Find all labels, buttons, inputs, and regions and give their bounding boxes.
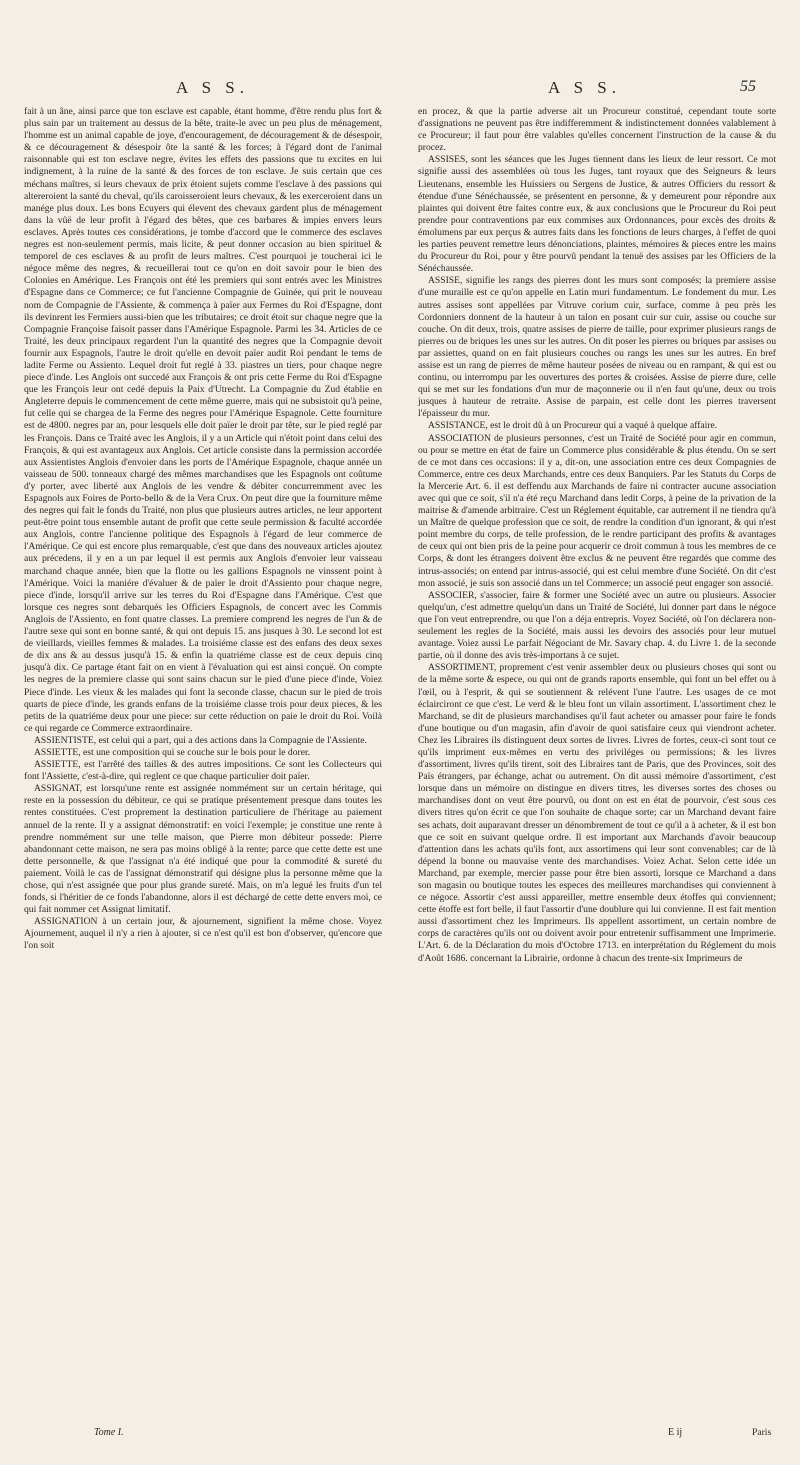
entry-assises: ASSISES, sont les séances que les Juges tiennent dans les lieux de leur ressort. Ce mot signifie aussi des assemblées où tous les Juges, tant royaux que des Seigneurs & leurs Lieutenans, ensemble les Huissiers ou Sergens de Justice, & autres Officiers du ressort & étendue d'une Sénéchaussée, se présentent en personne, & y demeurent pour répondre aux plaintes qui doivent être faites contre eux, & aux conclusions que le Procureur du Roi peut prendre pour contraventions par eux commises aux Ordonnances, pour excès des droits & émolumens par eux perçus & autres faits dans les fonctions de leurs charges, à l'effet de quoi les parties peuvent remettre leurs dénonciations, plaintes, mémoires & pieces entre les mains du Procureur du Roi, pour y être pourvû pendant la tenuë des assises par les Officiers de la Sénéchaussée. bbox=[418, 154, 776, 275]
entry-assise: ASSISE, signifie les rangs des pierres dont les murs sont composés; la premiere assise d'une muraille est ce qu'on appelle en Latin muri fundamentum. Le fondement du mur. Les autres assises sont appellées par Vitruve corium cuir, surface, comme à peu près les Cordonniers donnent de la hauteur à un talon en posant cuir sur cuir, assise ou couche sur couche. On dit deux, trois, quatre assises de pierre de taille, pour exprimer plusieurs rangs de pierres ou de briques les unes sur les autres. On dit poser les pierres ou briques par assises ou par assiettes, quand on en fait plusieurs couches ou rangs les unes sur les autres. En bref assise est un rang de pierres de même hauteur posées de niveau ou en rampant, & qui est ou continu, ou interrompu par les ouvertures des portes & croisées. Assise de pierre dure, celle qui se met sur les fondations d'un mur de maçonnerie ou il n'en faut qu'une, deux ou trois jusques à hauteur de retraite. Assise de parpain, est celle dont les pierres traversent l'épaisseur du mur. bbox=[418, 275, 776, 420]
volume-label: Tome I. bbox=[94, 1427, 124, 1438]
entry-association: ASSOCIATION de plusieurs personnes, c'est un Traité de Société pour agir en commun, ou pour se mettre en état de faire un Commerce plus considérable & plus étendu. On se sert de ce mot dans ces occasions: il y a, dit-on, une association entre ces deux Compagnies de Commerce, entre ces deux Marchands, entre ces deux Banquiers. Par les Statuts du Corps de la Mercerie Art. 6. il est deffendu aux Marchands de faire ni contracter aucune association avec qui que ce soit, s'il n'a été reçu Marchand dans ledit Corps, à peine de la privation de la maitrise & d'amende arbitraire. C'est un Réglement équitable, car autrement il ne tiendra qu'à un Maître de quelque profession que ce soit, de rendre la condition d'un ignorant, & qui n'est point membre du corps, de telle profession, de le rendre participant des profits & avantages de ceux qui ont bien pris de la peine pour acquerir ce droit commun à tous les membres de ce Corps, & dont les étrangers doivent être exclus & ne peuvent être regardés que comme des intrus-associés; on entend par intrus-associé, qui est celui membre d'une Société. On dit c'est mon associé, je suis son associé dans un tel Commerce; un associé peut engager son associé. bbox=[418, 432, 776, 589]
running-head bbox=[0, 78, 800, 102]
entry-assortiment: ASSORTIMENT, proprement c'est venir assembler deux ou plusieurs choses qui sont ou de la même sorte & espece, ou qui ont de grands raports ensemble, qui font un bel effet ou à l'œil, ou à l'esprit, & qui se soutiennent & relévent l'une l'autre. Les usages de ce mot éclairciront ce que c'est. Le verd & le bleu font un vilain assortiment. L'assortiment chez le Marchand, se dit de plusieurs marchandises qu'il faut acheter ou amasser pour faire le fonds d'une boutique ou d'un magasin, afin d'avoir de quoi satisfaire ceux qui viendront acheter. Chez les Libraires ils distinguent deux sortes de livres. Livres de fortes, ceux-ci sont tout ce qu'ils impriment eux-mêmes en vertu des priviléges ou permissions; & les livres d'assortiment, livres qu'ils tirent, soit des Libraires tant de Paris, que des Provinces, soit des Païs étrangers, par échange, achat ou autrement. On dit aussi mémoire d'assortiment, c'est lorsque dans un mémoire on distingue en divers titres, les diverses sortes des choses ou marchandises dont on veut être pourvû, ou dont on est en état de pourvoir, c'est sous ces divers titres qu'on écrit ce que l'on souhaite de chaque sorte; car un Marchand devant faire ses achats, doit auparavant dresser un dénombrement de tout ce qu'il a à acheter, & il est bon que ce soit en suivant quelque ordre. Il est important aux Marchands d'avoir beaucoup d'attention dans les achats qu'ils font, aux assortimens qui leur sont convenables; car de là dépend la bonne ou mauvaise vente des marchandises. Voiez Achat. Selon cette idée un Marchand, par exemple, mercier passe pour être bien assorti, lorsque ce Marchand a dans son magasin ou boutique toutes les especes des meilleures marchandises qui conviennent à ce négoce. Assortir c'est aussi appareiller, mettre ensemble deux étoffes qui conviennent; cette étoffe est fort belle, il faut l'assortir d'une doublure qui lui convienne. Il est fait mention aussi d'assortiment chez les Imprimeurs. Ils appellent assortiment, un certain nombre de corps de caractères qu'ils ont ou doivent avoir pour entretenir suffisamment une Imprimerie. L'Art. 6. de la Déclaration du mois d'Octobre 1713. en interprétation du Réglement du mois d'Août 1686. concernant la Librairie, ordonne à chacun des trente-six Imprimeurs de bbox=[418, 662, 776, 964]
paragraph: en procez, & que la partie adverse ait un Procureur constitué, cependant toute sorte d'assignations ne peuvent pas être indifferemment & indistinctement données valablement à ce Procureur; il faut pour être valables qu'elles concernent l'instruction de la cause & du procez. bbox=[418, 106, 776, 154]
entry-assiette-tailles: ASSIETTE, est l'arrêté des tailles & des autres impositions. Ce sont les Collecteurs qui font l'Assiette, c'est-à-dire, qui reglent ce que chaque particulier doit païer. bbox=[24, 759, 382, 783]
entry-assignat: ASSIGNAT, est lorsqu'une rente est assignée nommément sur un certain héritage, qui reste en la possession du débiteur, ce qui se pratique présentement presque dans toutes les rentes constituées. C'est proprement la destination particuliere de l'héritage au paiement annuel de la rente. Il y a assignat démonstratif: en voici l'exemple; je constitue une rente à prendre nommément sur une telle maison, que Pierre mon débiteur possede: Pierre abandonnant cette maison, ne sera pas moins obligé à la rente; parce que cette dette est une dette personnelle, & que l'assignat n'a été indiqué que pour la commodité & sureté du paiement. Voilà le cas de l'assignat démonstratif qui désigne plus la personne même que la chose, qui n'est assignée que pour plus grande sureté. Mais, on m'a legué les fruits d'un tel fonds, si l'héritier de ce fonds l'abandonne, alors il est déchargé de cette dette envers moi, ce qui fait nommer cet Assignat limitatif. bbox=[24, 783, 382, 916]
entry-assignation: ASSIGNATION à un certain jour, & ajournement, signifient la même chose. Voyez Ajournement, auquel il n'y a rien à ajouter, si ce n'est qu'il est bon d'observer, qu'encore que l'on soit bbox=[24, 916, 382, 952]
left-text-column bbox=[24, 106, 382, 953]
signature-mark: E ij bbox=[668, 1427, 683, 1438]
catchword: Paris bbox=[752, 1427, 772, 1438]
right-text-column bbox=[418, 106, 776, 965]
entry-assientiste: ASSIENTISTE, est celui qui a part, qui a des actions dans la Compagnie de l'Assiente. bbox=[34, 734, 367, 746]
paragraph: fait à un âne, ainsi parce que ton esclave est capable, étant homme, d'être rendu plus fort & plus sain par un traitement au dessus de la bête, traite-le avec un peu plus de ménagement, l'homme est un animal capable de joye, d'encouragement, de découragement & de désespoir, & ce découragement & désespoir ôte la santé & les forces; à l'égard dont de l'animal raisonnable qui est ton esclave negre, évites les effets des passions que tu excites en lui indignement, à la ruine de la santé & des forces de ton esclave. Je suis certain que ces méchans maîtres, si leurs chevaux de prix étoient sujets comme l'esclave à des passions qui altereroient la santé du cheval, qu'ils caroisseroient leurs chevaux, & les exerceroient dans un manége plus doux. Les bons Ecuyers qui élevent des chevaux gardent plus de ménagement dans la vûë de leur profit à l'égard des bêtes, que ces barbares & impies envers leurs esclaves. Après toutes ces considérations, je tombe d'accord que le commerce des esclaves negres est non-seulement permis, mais licite, & peut donner occasion au bien spirituel & temporel de ces esclaves & au profit de leurs maîtres. C'est pourquoi je toucherai ici le négoce même des negres, & recueillerai tout ce qu'on en doit savoir pour le bien des Colonies en Amérique. Les François ont été les premiers qui sont entrés avec les Ministres d'Espagne dans ce Commerce; ce fut l'ancienne Compagnie de Guinée, qui prit le nouveau nom de Compagnie de l'Assiente, & commença à païer aux Fermes du Roi d'Espagne, dont ils devinrent les Fermiers aussi-bien que les tributaires; ce droit étoit sur chaque negre que la Compagnie Françoise faisoit passer dans l'Amérique Espagnole. Parmi les 34. Articles de ce Traité, les deux principaux regardent l'un la quantité des negres que la Compagnie devoit fournir aux Espagnols, l'autre le droit qu'elle en devoit païer audit Roi pendant le tems de ladite Ferme ou Assiento. Lequel droit fut reglé à 33. piastres un tiers, pour chaque negre piece d'inde. Les Anglois ont succedé aux François & ont pris cette Ferme du Roi d'Espagne que les François leur ont cedé depuis la Paix d'Utrecht. La Compagnie du Zud établie en Angleterre depuis le commencement de cette même guerre, mais qui ne subsistoit qu'à peine, fut celle qui se chargea de la Ferme des negres pour l'Amérique Espagnole. Cette fourniture est de 4800. negres par an, pour lesquels elle doit païer le droit par tête, sur le pied reglé par les François. Dans ce Traité avec les Anglois, il y a un Article qui n'étoit point dans celui des François, & qui est avantageux aux Anglois. Cet article consiste dans la permission accordée aux Assientistes Anglois d'envoier dans les ports de l'Amérique Espagnole, chaque année un vaisseau de 500. tonneaux chargé des mêmes marchandises que les Espagnols ont coûtume d'y porter, avec liberté aux Anglois de les vendre & débiter concurremment avec les Espagnols aux Foires de Porto-bello & de la Vera Crux. On peut dire que la fourniture même des negres qui fait le fonds du Traité, non plus que plusieurs autres articles, ne leur apportent peut-être point tous ensemble autant de profit que cette seule permission & faculté accordée aux Anglois, contre l'ancienne politique des Espagnols à l'égard de leur commerce de l'Amérique. Ce qui est encore plus remarquable, c'est que dans des nouveaux articles ajoutez aux précedens, il y en a un par lequel il est permis aux Anglois d'envoier leur vaisseau marchand chaque année, bien que la flotte ou les gallions Espagnols ne vinssent point à l'Amérique. Voici la maniére d'évaluer & de païer le droit d'Assiento pour chaque negre, piece d'inde, lorsqu'il arrive sur les terres du Roi d'Espagne dans l'Amérique. C'est que lorsque ces negres sont debarqués les Officiers Espagnols, de concert avec les Commis Anglois de l'Assiento, en font quatre classes. La premiere comprend les negres de l'un & de l'autre sexe qui sont en bonne santé, & qui ont depuis 15. ans jusques à 30. Le second lot est de vieillards, vieilles femmes & malades. La troisiéme classe est des enfans des deux sexes de dix ans & au dessus jusqu'à 15. & enfin la quatriéme classe est de ceux depuis cinq jusqu'à dix. Ce partage étant fait on en vient à l'évaluation qui est ainsi conçuë. On compte les negres de la premiere classe qui sont sains chacun sur le pied d'une piece d'inde, Voiez Piece d'inde. Les vieux & les malades qui font la seconde classe, chacun sur le pied de trois quarts de piece d'inde, les grands enfans de la troisiéme classe trois pour deux pieces, & les petits de la quatriéme deux pour une piece: sur cette réduction on paie le droit du Roi. Voilà ce qui regarde ce Commerce extraordinaire. bbox=[24, 106, 382, 734]
right-running-title: A S S. bbox=[548, 78, 621, 97]
page-number: 55 bbox=[740, 78, 756, 95]
entry-assistance: ASSISTANCE, est le droit dû à un Procureur qui a vaqué à quelque affaire. bbox=[428, 420, 718, 432]
entry-associer: ASSOCIER, s'associer, faire & former une Société avec un autre ou plusieurs. Associer quelqu'un, c'est admettre quelqu'un dans un Traité de Société, lui donner part dans le négoce que l'on veut entreprendre, ou que l'on a déja entrepris. Voyez Société, où l'on déclarera non-seulement les regles de la Société, mais aussi les devoirs des associés pour leur mutuel avantage. Voiez aussi Le parfait Négociant de Mr. Savary chap. 4. du Livre 1. de la seconde partie, où il donne des avis très-importans à ce sujet. bbox=[418, 589, 776, 662]
left-running-title: A S S. bbox=[176, 78, 249, 97]
entry-assiette-dorure: ASSIETTE, est une composition qui se couche sur le bois pour le dorer. bbox=[34, 746, 311, 758]
